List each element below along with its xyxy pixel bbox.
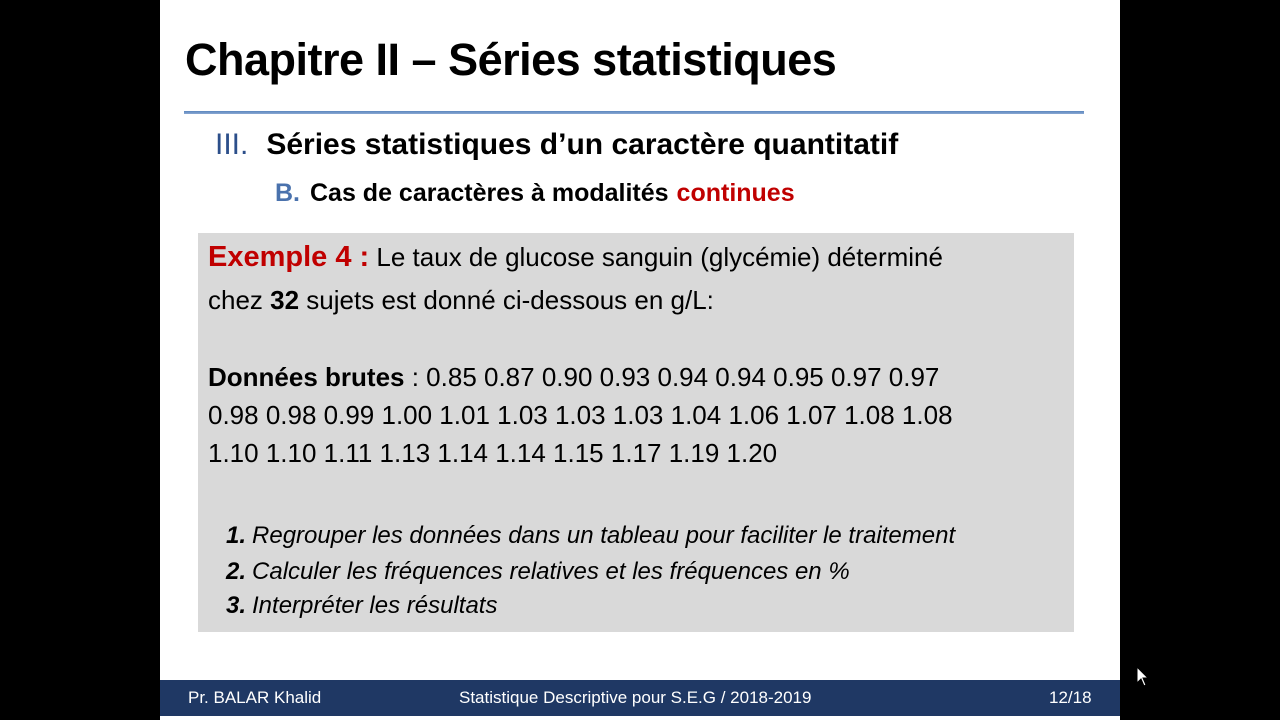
example-box — [198, 233, 1074, 632]
task-item — [226, 592, 497, 620]
title-divider — [184, 111, 1084, 114]
example-text-1: Le taux de glucose sanguin (glycémie) déterminé — [369, 242, 943, 272]
task-text: Calculer les fréquences relatives et les fréquences en % — [252, 558, 850, 585]
mouse-pointer-icon — [1136, 666, 1150, 693]
footer-course: Statistique Descriptive pour S.E.G / 2018-2019 — [459, 688, 812, 707]
example-intro-line-2 — [208, 285, 714, 316]
task-item — [226, 522, 955, 550]
section-label: Séries statistiques d’un caractère quantitatif — [266, 128, 899, 161]
footer-author: Pr. BALAR Khalid — [188, 688, 322, 707]
example-text-2-pre: chez — [208, 285, 271, 315]
task-number: 3. — [226, 592, 247, 619]
example-sample-size: 32 — [270, 285, 300, 315]
subsection-number: B. — [275, 179, 300, 207]
raw-data-line-3: 1.10 1.10 1.11 1.13 1.14 1.14 1.15 1.17 1.19 1.20 — [208, 438, 778, 468]
raw-data-values-1: : 0.85 0.87 0.90 0.93 0.94 0.94 0.95 0.97 0.97 — [404, 362, 940, 392]
slide-title: Chapitre II – Séries statistiques — [185, 34, 837, 85]
subsection-highlight: continues — [676, 179, 795, 207]
raw-data-line-2: 0.98 0.98 0.99 1.00 1.01 1.03 1.03 1.03 1.04 1.06 1.07 1.08 1.08 — [208, 400, 953, 430]
task-number: 2. — [226, 558, 247, 585]
task-number: 1. — [226, 522, 247, 549]
example-intro-line-1 — [208, 241, 943, 274]
task-item — [226, 558, 850, 586]
task-text: Interpréter les résultats — [252, 592, 498, 619]
section-heading — [215, 128, 898, 162]
raw-data-label: Données brutes — [208, 362, 405, 392]
task-text: Regrouper les données dans un tableau pour faciliter le traitement — [252, 522, 956, 549]
example-text-2-post: sujets est donné ci-dessous en g/L: — [299, 285, 714, 315]
subsection-label: Cas de caractères à modalités — [310, 179, 669, 207]
slide-footer — [160, 680, 1120, 716]
subsection-heading — [275, 179, 795, 208]
example-title: Exemple 4 : — [208, 241, 370, 273]
footer-page-number: 12/18 — [1049, 688, 1092, 707]
raw-data-line-1 — [208, 362, 939, 393]
slide — [160, 0, 1120, 720]
section-number: III. — [215, 128, 249, 161]
